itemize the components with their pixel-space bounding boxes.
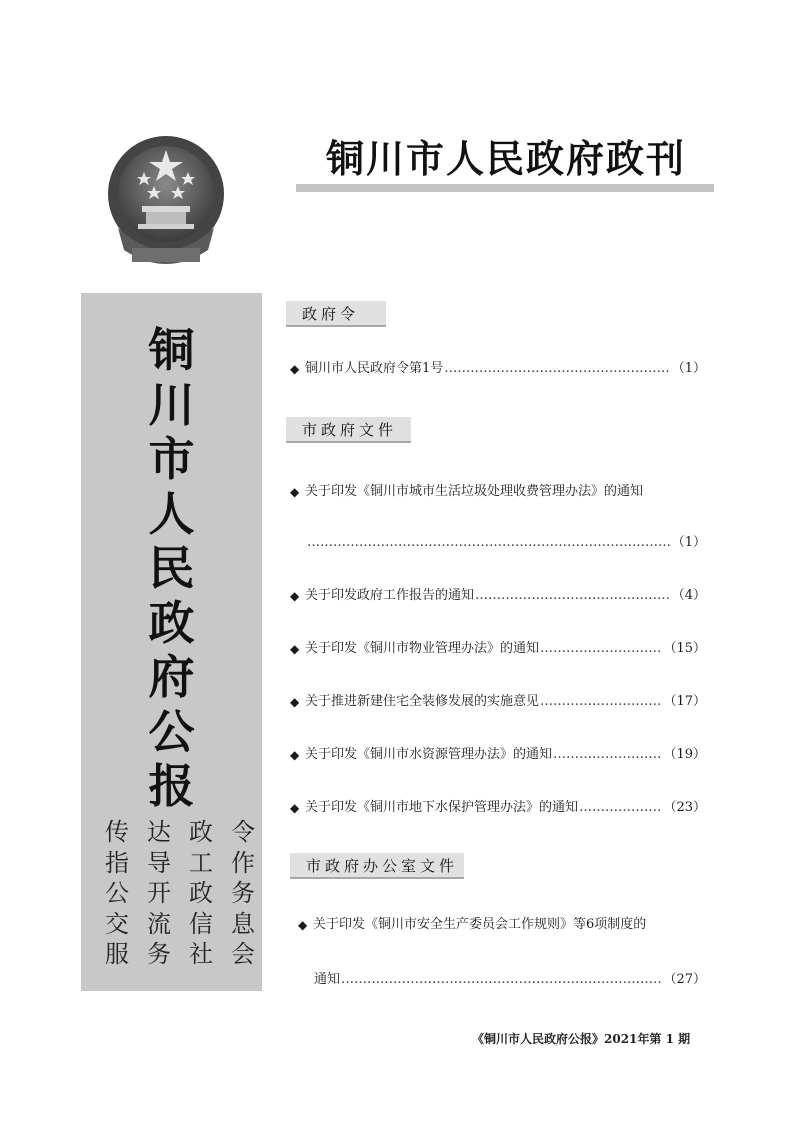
toc-entry-garbage-fee[interactable] (290, 481, 706, 503)
diamond-bullet-icon: ◆ (290, 589, 300, 603)
sidebar-slogans (105, 817, 255, 967)
sidebar-title-char: 报 (148, 759, 195, 813)
section-city-gov-office-docs: 市政府办公室文件 (290, 853, 464, 879)
toc-entry-groundwater[interactable] (290, 797, 706, 819)
dot-leader (444, 358, 670, 380)
slogan-char: 达 (147, 818, 171, 846)
sidebar-title-char: 府 (148, 650, 195, 704)
diamond-bullet-icon: ◆ (298, 918, 308, 932)
slogan-char: 指 (105, 848, 129, 877)
toc-entry-title: 关于印发《铜川市地下水保护管理办法》的通知 (305, 800, 579, 815)
diamond-bullet-icon: ◆ (290, 801, 300, 815)
slogan-char: 信 (189, 909, 213, 938)
toc-entry-title: 关于印发《铜川市物业管理办法》的通知 (305, 641, 540, 656)
toc-entry-gov-order-1[interactable] (290, 358, 706, 380)
slogan-char: 传 (105, 818, 129, 846)
diamond-bullet-icon: ◆ (290, 485, 300, 499)
dot-leader (307, 532, 671, 554)
slogan-char: 务 (147, 940, 171, 968)
toc-entry-page: （4） (671, 588, 706, 603)
sidebar-title-char: 铜 (148, 323, 195, 377)
toc-entry-page: （23） (663, 800, 706, 815)
toc-entry-page: （1） (671, 361, 706, 376)
dot-leader (579, 797, 662, 819)
sidebar-panel (81, 293, 262, 991)
sidebar-title-char: 川 (148, 377, 195, 432)
toc-entry-decoration[interactable] (290, 691, 706, 713)
toc-entry-water[interactable] (290, 744, 706, 766)
slogan-char: 令 (231, 818, 255, 846)
section-gov-order: 政府令 (286, 301, 386, 327)
dot-leader (475, 585, 671, 607)
toc-entry-page: （19） (663, 747, 706, 762)
slogan-column (189, 817, 213, 967)
toc-entry-title: 关于印发《铜川市城市生活垃圾处理收费管理办法》的通知 (305, 484, 644, 499)
slogan-char: 息 (231, 909, 255, 938)
toc-entry-title: 关于印发《铜川市安全生产委员会工作规则》等6项制度的 (313, 917, 647, 932)
toc-entry-page: （17） (663, 694, 706, 709)
sidebar-title-char: 人 (148, 486, 195, 541)
slogan-char: 政 (189, 818, 213, 846)
sidebar-title (81, 323, 262, 814)
masthead-rule (296, 184, 714, 192)
slogan-char: 工 (189, 848, 213, 877)
diamond-bullet-icon: ◆ (290, 362, 300, 376)
slogan-char: 会 (231, 940, 255, 968)
slogan-column (231, 817, 255, 967)
toc-entry-title: 关于印发《铜川市水资源管理办法》的通知 (305, 747, 553, 762)
toc-entry-page: （1） (671, 535, 706, 550)
slogan-char: 服 (105, 940, 129, 968)
toc-entry-safety[interactable] (298, 914, 706, 936)
slogan-char: 社 (189, 940, 213, 968)
slogan-column (147, 817, 171, 967)
sidebar-title-char: 公 (148, 704, 195, 759)
slogan-char: 交 (105, 909, 129, 938)
toc-entry-continuation (314, 969, 706, 991)
sidebar-title-char: 市 (148, 432, 195, 486)
slogan-char: 务 (231, 879, 255, 907)
diamond-bullet-icon: ◆ (290, 695, 300, 709)
dot-leader (553, 744, 662, 766)
slogan-char: 作 (231, 848, 255, 877)
masthead-title: 铜川市人民政府政刊 (325, 136, 686, 181)
toc-entry-title: 关于推进新建住宅全装修发展的实施意见 (305, 694, 540, 709)
toc-entry-page: （27） (663, 972, 706, 987)
sidebar-title-char: 政 (148, 595, 195, 650)
toc-entry-work-report[interactable] (290, 585, 706, 607)
dot-leader (341, 969, 662, 991)
dot-leader (540, 691, 662, 713)
slogan-char: 公 (105, 879, 129, 907)
toc-entry-title: 通知 (314, 972, 341, 987)
diamond-bullet-icon: ◆ (290, 748, 300, 762)
issue-footer: 《铜川市人民政府公报》2021年第 1 期 (472, 1032, 691, 1046)
toc-entry-title: 关于印发政府工作报告的通知 (305, 588, 475, 603)
toc-entry-property[interactable] (290, 638, 706, 660)
section-city-gov-docs: 市政府文件 (286, 417, 411, 443)
slogan-column (105, 817, 129, 967)
national-emblem-icon (104, 132, 228, 272)
dot-leader (540, 638, 662, 660)
diamond-bullet-icon: ◆ (290, 642, 300, 656)
sidebar-title-char: 民 (148, 541, 195, 595)
slogan-char: 导 (147, 848, 171, 877)
slogan-char: 政 (189, 879, 213, 907)
slogan-char: 流 (147, 909, 171, 938)
toc-entry-continuation (306, 532, 706, 554)
toc-entry-page: （15） (663, 641, 706, 656)
toc-entry-title: 铜川市人民政府令第1号 (305, 361, 444, 376)
slogan-char: 开 (147, 879, 171, 907)
